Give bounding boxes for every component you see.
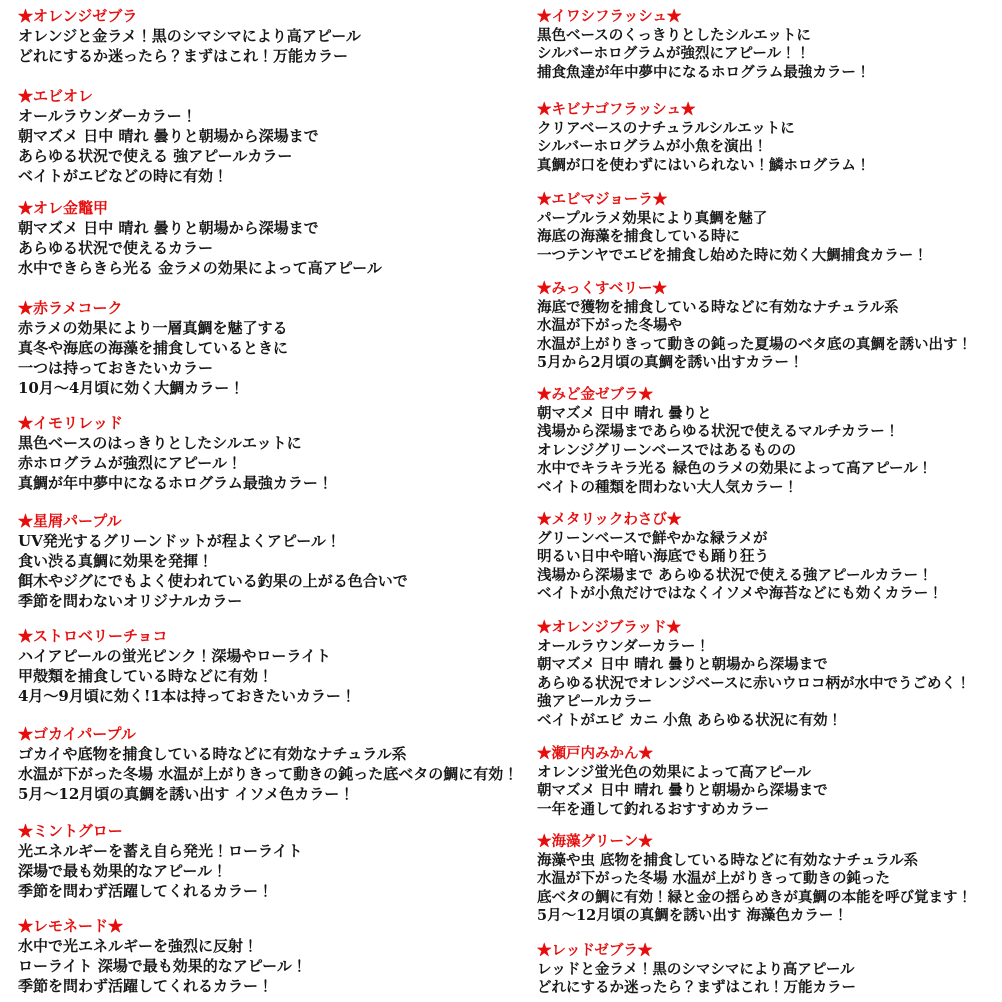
color-title: ★メタリックわさび★ (537, 511, 682, 528)
color-title: ★海藻グリーン★ (537, 833, 653, 850)
color-description-line: 朝マズメ 日中 晴れ 曇りと (537, 404, 712, 422)
color-description-line: 光エネルギーを蓄え自ら発光！ローライト (18, 842, 303, 860)
color-description-line: 真鯛が年中夢中になるホログラム最強カラー！ (18, 474, 333, 492)
color-title: ★ストロベリーチョコ (18, 627, 168, 645)
color-description-line: 水中で光エネルギーを強烈に反射！ (18, 937, 259, 955)
color-description-line: 朝マズメ 日中 晴れ 曇りと朝場から深場まで (537, 656, 828, 673)
color-block (537, 386, 997, 497)
color-description-line: 食い渋る真鯛に効果を発揮！ (18, 552, 214, 570)
color-description-line: 餌木やジグにでもよく使われている釣果の上がる色合いで (18, 572, 408, 590)
color-description-line: ローライト 深場で最も効果的なアピール！ (18, 957, 307, 975)
color-description-line: 赤ラメの効果により一層真鯛を魅了する (18, 319, 288, 337)
color-title: ★エビオレ (18, 87, 94, 105)
color-block (537, 8, 997, 82)
color-description-line: 甲殻類を捕食している時などに有効！ (18, 667, 274, 685)
color-description-line: オールラウンダーカラー！ (18, 107, 197, 125)
color-description-line: ベイトがエビなどの時に有効！ (18, 167, 229, 185)
color-title: ★キビナゴフラッシュ★ (537, 101, 696, 118)
color-title: ★エビマジョーラ★ (537, 191, 668, 208)
color-block (18, 413, 526, 493)
color-block (537, 942, 997, 998)
color-description-line: 水温が上がりきって動きの鈍った夏場のベタ底の真鯛を誘い出す！ (537, 335, 972, 353)
color-title: ★オレ金鼈甲 (18, 199, 109, 217)
color-block (18, 821, 526, 901)
color-description-line: オレンジと金ラメ！黒のシマシマにより高アピール (18, 27, 361, 45)
color-description-line: 浅場から深場まであらゆる状況で使えるマルチカラー！ (537, 423, 900, 440)
color-description-line: グリーンベースで鮮やかな緑ラメが (537, 529, 768, 547)
color-title: ★イモリレッド (18, 414, 123, 432)
color-description-line: 季節を問わず活躍してくれるカラー！ (18, 977, 274, 995)
color-description-line: オレンジグリーンベースではあるものの (537, 441, 796, 459)
color-description-line: 水温が下がった冬場や (537, 317, 682, 334)
color-title: ★レモネード★ (18, 917, 124, 935)
color-block (537, 745, 997, 819)
color-description-line: どれにするか迷ったら？まずはこれ！万能カラー (537, 979, 856, 996)
color-description-line: 水温が下がった冬場 水温が上がりきって動きの鈍った (537, 870, 891, 887)
color-description-line: 5月から2月頃の真鯛を誘い出すカラー！ (537, 354, 804, 371)
color-description-line: 海藻や虫 底物を捕食している時などに有効なナチュラル系 (537, 851, 919, 869)
color-description-line: 一つテンヤでエビを捕食し始めた時に効く大鯛捕食カラー！ (537, 246, 928, 264)
color-description-line: あらゆる状況で使えるカラー (18, 239, 214, 257)
color-block (537, 101, 997, 175)
color-title: ★イワシフラッシュ★ (537, 8, 682, 25)
color-description-line: 5月～12月頃の真鯛を誘い出す イソメ色カラー！ (18, 785, 355, 803)
color-description-line: 海底で獲物を捕食している時などに有効なナチュラル系 (537, 298, 899, 316)
color-description-line: 一つは持っておきたいカラー (18, 359, 214, 377)
color-title: ★星屑パープル (18, 512, 122, 530)
color-description-line: 一年を通して釣れるおすすめカラー (537, 800, 770, 818)
color-block (537, 511, 997, 604)
color-description-line: パープルラメ効果により真鯛を魅了 (537, 209, 768, 227)
color-title: ★レッドゼブラ★ (537, 942, 653, 959)
color-block (537, 191, 997, 265)
color-description-line: 水温が下がった冬場 水温が上がりきって動きの鈍った底ベタの鯛に有効！ (18, 765, 519, 783)
color-title: ★ミントグロー (18, 822, 123, 840)
color-description-line: どれにするか迷ったら？まずはこれ！万能カラー (18, 47, 349, 65)
color-description-line: ゴカイや底物を捕食している時などに有効なナチュラル系 (18, 745, 407, 763)
color-block (537, 833, 997, 926)
color-description-line: シルバーホログラムが小魚を演出！ (537, 138, 768, 155)
color-title: ★みど金ゼブラ★ (537, 386, 653, 403)
color-block (18, 86, 526, 186)
color-description-line: シルバーホログラムが強烈にアピール！！ (537, 45, 811, 62)
color-block (18, 626, 526, 706)
color-description-line: UV発光するグリーンドットが程よくアピール！ (18, 532, 341, 550)
color-title: ★ゴカイパープル (18, 725, 136, 743)
color-description-line: 真鯛が口を使わずにはいられない！鱗ホログラム！ (537, 156, 871, 174)
color-description-line: 強アピールカラー (537, 693, 653, 710)
color-description-line: 季節を問わないオリジナルカラー (18, 592, 243, 610)
color-description-line: 10月～4月頃に効く大鯛カラー！ (18, 379, 245, 397)
color-description-line: ベイトがエビ カニ 小魚 あらゆる状況に有効！ (537, 711, 843, 729)
color-description-line: 水中でキラキラ光る 緑色のラメの効果によって高アピール！ (537, 460, 933, 477)
color-block (18, 511, 526, 611)
color-description-line: 季節を問わず活躍してくれるカラー！ (18, 882, 274, 900)
color-block (18, 198, 526, 278)
color-description-line: ベイトの種類を問わない大人気カラー！ (537, 478, 798, 496)
color-description-line: 黒色ベースのはっきりとしたシルエットに (18, 434, 302, 452)
color-description-line: 4月～9月頃に効く!1本は持っておきたいカラー！ (18, 687, 356, 705)
color-block (18, 6, 526, 66)
color-description-line: オールラウンダーカラー！ (537, 637, 710, 655)
color-description-line: 朝マズメ 日中 晴れ 曇りと朝場から深場まで (537, 782, 828, 799)
color-description-line: オレンジ蛍光色の効果によって高アピール (537, 763, 811, 781)
color-title: ★みっくすベリー★ (537, 280, 667, 297)
color-description-line: 黒色ベースのくっきりとしたシルエットに (537, 26, 811, 44)
color-title: ★赤ラメコーク (18, 299, 123, 317)
color-description-line: 明るい日中や暗い海底でも踊り狂う (537, 548, 769, 565)
color-description-line: 5月～12月頃の真鯛を誘い出す 海藻色カラー！ (537, 907, 848, 924)
color-block (18, 916, 526, 996)
color-description-line: あらゆる状況でオレンジベースに赤いウロコ柄が水中でうごめく！ (537, 674, 971, 692)
color-block (537, 280, 997, 373)
color-block (18, 724, 526, 804)
color-description-line: クリアベースのナチュラルシルエットに (537, 119, 795, 137)
color-description-line: 捕食魚達が年中夢中になるホログラム最強カラー！ (537, 63, 871, 81)
color-description-line: 赤ホログラムが強烈にアピール！ (18, 454, 242, 472)
color-description-line: 真冬や海底の海藻を捕食しているときに (18, 339, 289, 357)
color-description-line: 朝マズメ 日中 晴れ 曇りと朝場から深場まで (18, 127, 319, 145)
color-description-line: 底ベタの鯛に有効！緑と金の揺らめきが真鯛の本能を呼び覚ます！ (537, 888, 972, 906)
color-description-line: レッドと金ラメ！黒のシマシマにより高アピール (537, 960, 855, 978)
color-description-line: ハイアピールの蛍光ピンク！深場やローライト (18, 647, 331, 665)
color-description-line: 深場で最も効果的なアピール！ (18, 862, 228, 880)
color-description-line: 海底の海藻を捕食している時に (537, 228, 740, 245)
color-description-line: ベイトが小魚だけではなくイソメや海苔などにも効くカラー！ (537, 585, 943, 602)
color-description-line: あらゆる状況で使える 強アピールカラー (18, 147, 293, 165)
color-description-line: 浅場から深場まで あらゆる状況で使える強アピールカラー！ (537, 566, 933, 584)
color-description-line: 朝マズメ 日中 晴れ 曇りと朝場から深場まで (18, 219, 319, 237)
color-title: ★瀬戸内みかん★ (537, 745, 653, 762)
color-title: ★オレンジゼブラ (18, 7, 138, 25)
color-description-line: 水中できらきら光る 金ラメの効果によって高アピール (18, 259, 382, 277)
color-block (18, 298, 526, 398)
color-title: ★オレンジブラッド★ (537, 619, 681, 636)
color-block (537, 619, 997, 730)
